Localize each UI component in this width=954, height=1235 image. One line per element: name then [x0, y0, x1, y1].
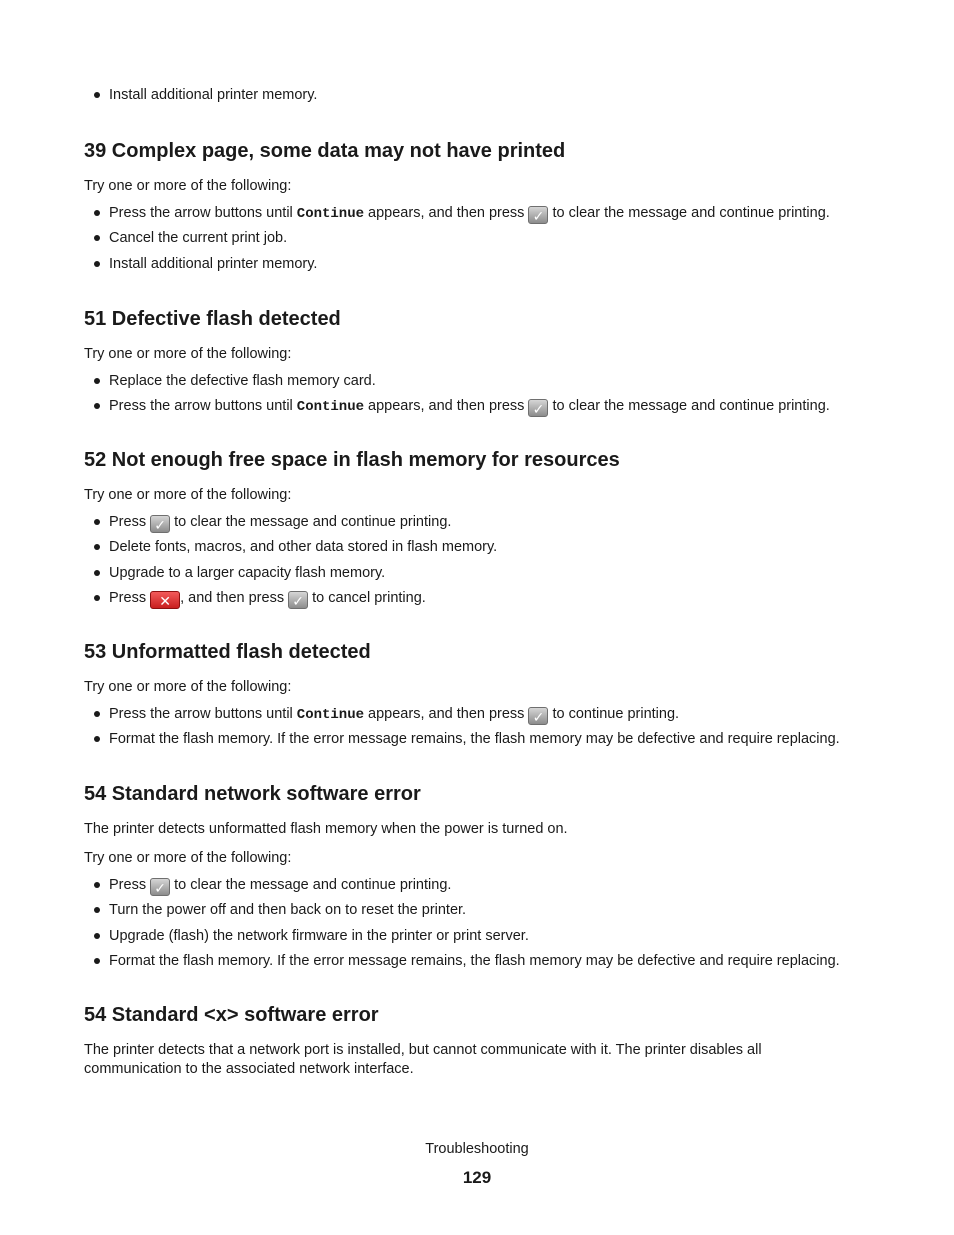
description-text: The printer detects unformatted flash memory when the power is turned on. — [84, 821, 568, 837]
code-text: Continue — [296, 707, 365, 723]
list-item-text: Upgrade to a larger capacity flash memory. — [109, 564, 386, 581]
list-item-text: appears, and then press — [364, 398, 529, 415]
intro-text: Try one or more of the following: — [84, 679, 292, 695]
list-item-text: Cancel the current print job. — [109, 230, 288, 247]
list-item — [84, 201, 884, 226]
list-item — [84, 727, 884, 752]
list-item-text: Install additional printer memory. — [109, 87, 318, 103]
list-item — [84, 394, 884, 419]
intro-text: Try one or more of the following: — [84, 487, 292, 503]
list-item — [84, 924, 884, 949]
list-item-text: Press — [109, 877, 151, 893]
list-item-text: to clear the message and continue printing. — [170, 877, 452, 893]
list-item — [84, 510, 884, 535]
list-item-text: Upgrade (flash) the network firmware in the printer or print server. — [109, 927, 529, 944]
list-item-text: Replace the defective flash memory card. — [109, 373, 376, 389]
list-item-text: to clear the message and continue printing. — [170, 514, 452, 530]
bullet-list — [84, 83, 884, 108]
list-item — [84, 898, 884, 923]
list-item-text: Press the arrow buttons until — [109, 205, 297, 221]
section-54-x — [84, 1004, 884, 1079]
select-button-icon: ✓ — [150, 515, 170, 533]
list-item-text: appears, and then press — [364, 205, 529, 221]
select-button-icon: ✓ — [150, 878, 170, 896]
section-52 — [84, 449, 884, 612]
intro-text: Try one or more of the following: — [84, 178, 292, 194]
section-heading: 54 Standard <x> software error — [84, 1004, 379, 1026]
list-item-text: to continue printing. — [548, 706, 680, 722]
code-text: Continue — [296, 206, 365, 222]
list-item — [84, 873, 884, 898]
list-item-text: to clear the message and continue printing. — [548, 398, 830, 415]
list-item-text: Press the arrow buttons until — [109, 706, 297, 722]
section-heading: 53 Unformatted flash detected — [84, 641, 371, 663]
select-button-icon: ✓ — [528, 206, 548, 224]
list-item — [84, 83, 884, 108]
bullet-list — [84, 369, 884, 420]
description-text — [84, 1041, 884, 1079]
list-item — [84, 586, 884, 611]
list-item-text: Install additional printer memory. — [109, 255, 318, 272]
intro-text: Try one or more of the following: — [84, 850, 292, 866]
footer-section-title: Troubleshooting — [425, 1141, 529, 1157]
description-line: The printer detects that a network port is installed, but cannot communicate with it. The printer disables all — [84, 1042, 762, 1058]
select-button-icon: ✓ — [288, 591, 308, 609]
stop-button-icon: ✕ — [150, 591, 180, 609]
section-53 — [84, 641, 884, 753]
list-item-text: Format the flash memory. If the error message remains, the flash memory may be defective and require replacing. — [109, 953, 840, 970]
section-heading: 39 Complex page, some data may not have printed — [84, 140, 566, 162]
page-number: 129 — [462, 1168, 492, 1187]
list-item — [84, 369, 884, 394]
bullet-list — [84, 702, 884, 753]
list-item-text: , and then press — [180, 590, 289, 607]
list-item-text: to clear the message and continue printing. — [548, 205, 830, 221]
list-item — [84, 226, 884, 251]
list-item — [84, 949, 884, 974]
bullet-list — [84, 510, 884, 612]
section-54-network — [84, 783, 884, 975]
list-item-text: Turn the power off and then back on to reset the printer. — [109, 902, 467, 919]
select-button-icon: ✓ — [528, 707, 548, 725]
list-item-text: to cancel printing. — [308, 590, 426, 607]
list-item — [84, 535, 884, 560]
list-item-text: Delete fonts, macros, and other data stored in flash memory. — [109, 539, 498, 556]
section-heading: 51 Defective flash detected — [84, 308, 341, 330]
list-item — [84, 561, 884, 586]
description-line: communication to the associated network interface. — [84, 1061, 414, 1077]
list-item-text: Press the arrow buttons until — [109, 398, 297, 415]
bullet-list — [84, 201, 884, 277]
continuation-list-block — [84, 83, 884, 108]
list-item-text: Press — [109, 590, 151, 607]
bullet-list — [84, 873, 884, 975]
section-51 — [84, 308, 884, 420]
list-item-text: appears, and then press — [364, 706, 529, 722]
intro-text: Try one or more of the following: — [84, 346, 292, 362]
list-item — [84, 252, 884, 277]
section-heading: 52 Not enough free space in flash memory for resources — [84, 449, 620, 471]
section-39 — [84, 140, 884, 277]
code-text: Continue — [296, 399, 365, 416]
list-item — [84, 702, 884, 727]
select-button-icon: ✓ — [528, 399, 548, 417]
list-item-text: Format the flash memory. If the error message remains, the flash memory may be defective and require replacing. — [109, 731, 840, 748]
section-heading: 54 Standard network software error — [84, 783, 421, 805]
list-item-text: Press — [109, 514, 151, 530]
